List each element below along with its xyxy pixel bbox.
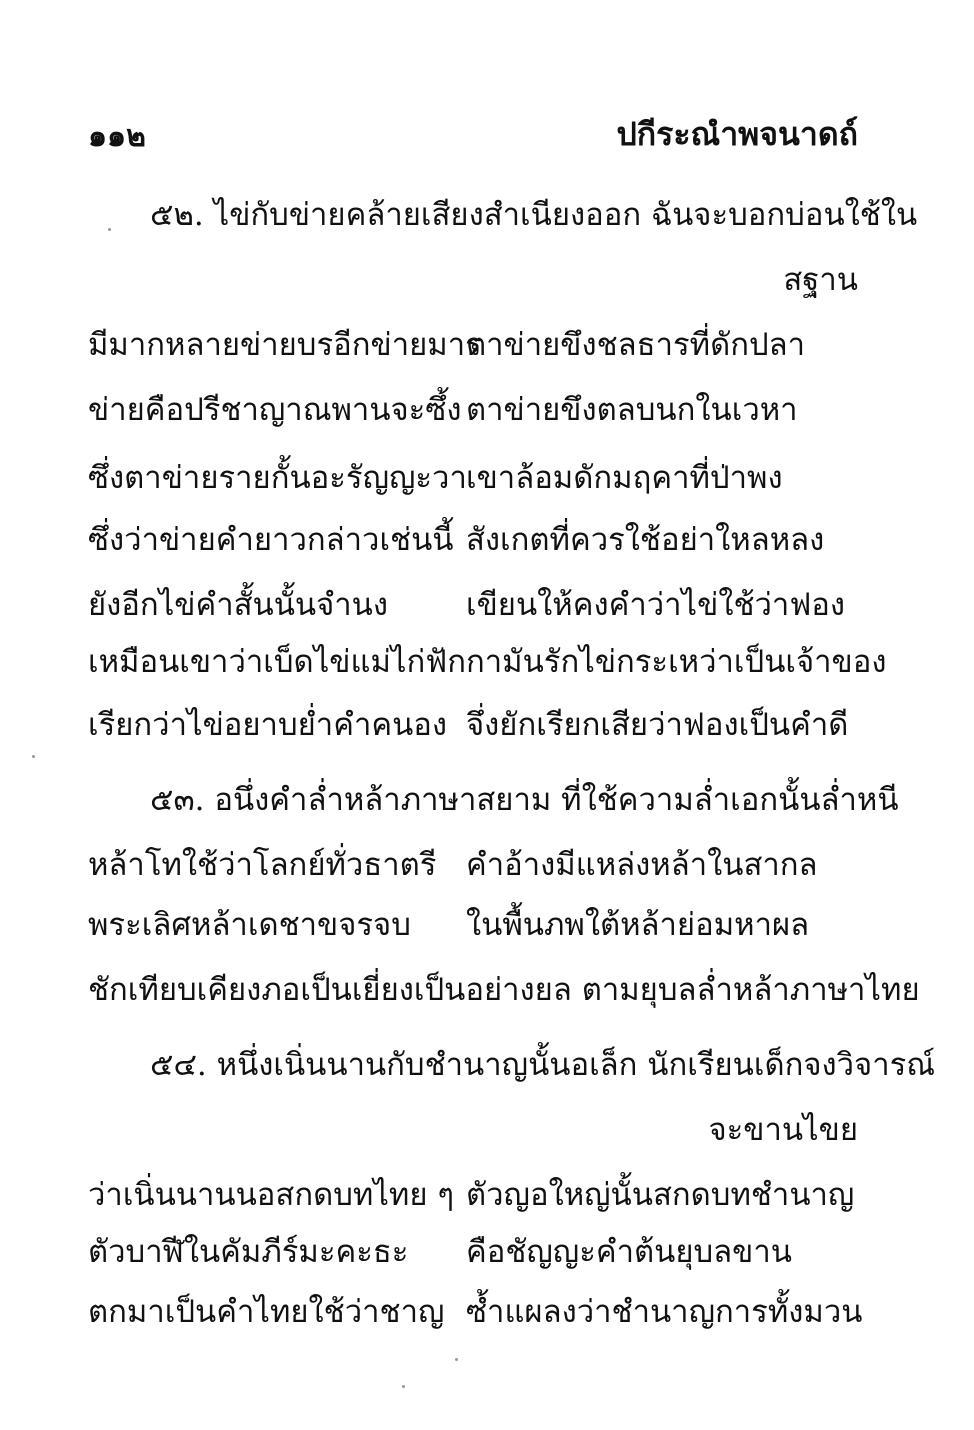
verse-right: คำอ้างมีแหล่งหล้าในสากล — [466, 847, 818, 883]
stanza-54-intro: ๕๔. หนึ่งเนิ่นนานกับชำนาญนั้นอเล็ก นักเรียนเด็กจงวิจารณ์ — [150, 1047, 936, 1083]
verse-right: ซ้ำแผลงว่าชำนาญการทั้งมวน — [466, 1294, 863, 1330]
stanza-52-intro-cont: สฐาน — [783, 262, 858, 298]
verse-left: ซึ่งว่าข่ายคำยาวกล่าวเช่นนี้ — [88, 522, 454, 558]
stanza-53-last-line: ชักเทียบเคียงภอเป็นเยี่ยงเป็นอย่างยล ตามยุบลล่ำหล้าภาษาไทย — [88, 972, 920, 1008]
verse-left: ตกมาเป็นคำไทยใช้ว่าชาญ — [88, 1294, 445, 1330]
stanza-53-intro: ๕๓. อนึ่งคำล่ำหล้าภาษาสยาม ที่ใช้ความล่ำเอกนั้นล่ำหนี — [150, 782, 899, 818]
scan-speck — [455, 1358, 458, 1361]
page-number: ๑๑๒ — [88, 119, 146, 154]
verse-right: ตาข่ายขึงชลธารที่ดักปลา — [466, 327, 806, 363]
verse-left: ยังอีกไข่คำสั้นนั้นจำนง — [88, 587, 389, 623]
verse-left: เรียกว่าไข่อยาบย่ำคำคนอง — [88, 707, 448, 743]
verse-right: คือชัญญะคำต้นยุบลขาน — [466, 1234, 792, 1270]
verse-left: มีมากหลายข่ายบรอีกข่ายมาร — [88, 327, 482, 363]
verse-right: เขาล้อมดักมฤคาที่ป่าพง — [466, 460, 783, 496]
verse-left: ซึ่งตาข่ายรายกั้นอะรัญญะวา — [88, 460, 467, 496]
scan-speck — [32, 755, 35, 758]
running-title: ปกีระณำพจนาดถ์ — [616, 115, 858, 153]
verse-right: จึ่งยักเรียกเสียว่าฟองเป็นคำดี — [466, 707, 849, 743]
verse-right: ในพื้นภพใต้หล้าย่อมหาผล — [466, 907, 810, 943]
verse-right: เขียนให้คงคำว่าไข่ใช้ว่าฟอง — [466, 587, 846, 623]
verse-right: สังเกตที่ควรใช้อย่าใหลหลง — [466, 522, 825, 558]
verse-left: ตัวบาฬีในคัมภีร์มะคะธะ — [88, 1234, 409, 1270]
scan-speck — [108, 228, 111, 231]
verse-left: หล้าโทใช้ว่าโลกย์ทั่วธาตรี — [88, 847, 437, 883]
verse-left: ข่ายคือปรีชาญาณพานจะซึ้ง — [88, 392, 462, 428]
verse-left: เหมือนเขาว่าเบ็ดไข่แม่ไก่ฟัก — [88, 644, 466, 680]
verse-right: ตัวญอใหญ่นั้นสกดบทชำนาญ — [466, 1177, 855, 1213]
verse-right: ตาข่ายขึงตลบนกในเวหา — [466, 392, 798, 428]
stanza-54-intro-cont: จะขานไขย — [708, 1112, 858, 1148]
verse-left: ว่าเนิ่นนานนอสกดบทไทย ๆ — [88, 1177, 455, 1213]
verse-right: กามันรักไข่กระเหว่าเป็นเจ้าของ — [466, 644, 887, 680]
stanza-52-intro: ๕๒. ไข่กับข่ายคล้ายเสียงสำเนียงออก ฉันจะบอกบ่อนใช้ใน — [150, 197, 918, 233]
scan-speck — [402, 1385, 405, 1388]
verse-left: พระเลิศหล้าเดชาขจรจบ — [88, 907, 411, 943]
